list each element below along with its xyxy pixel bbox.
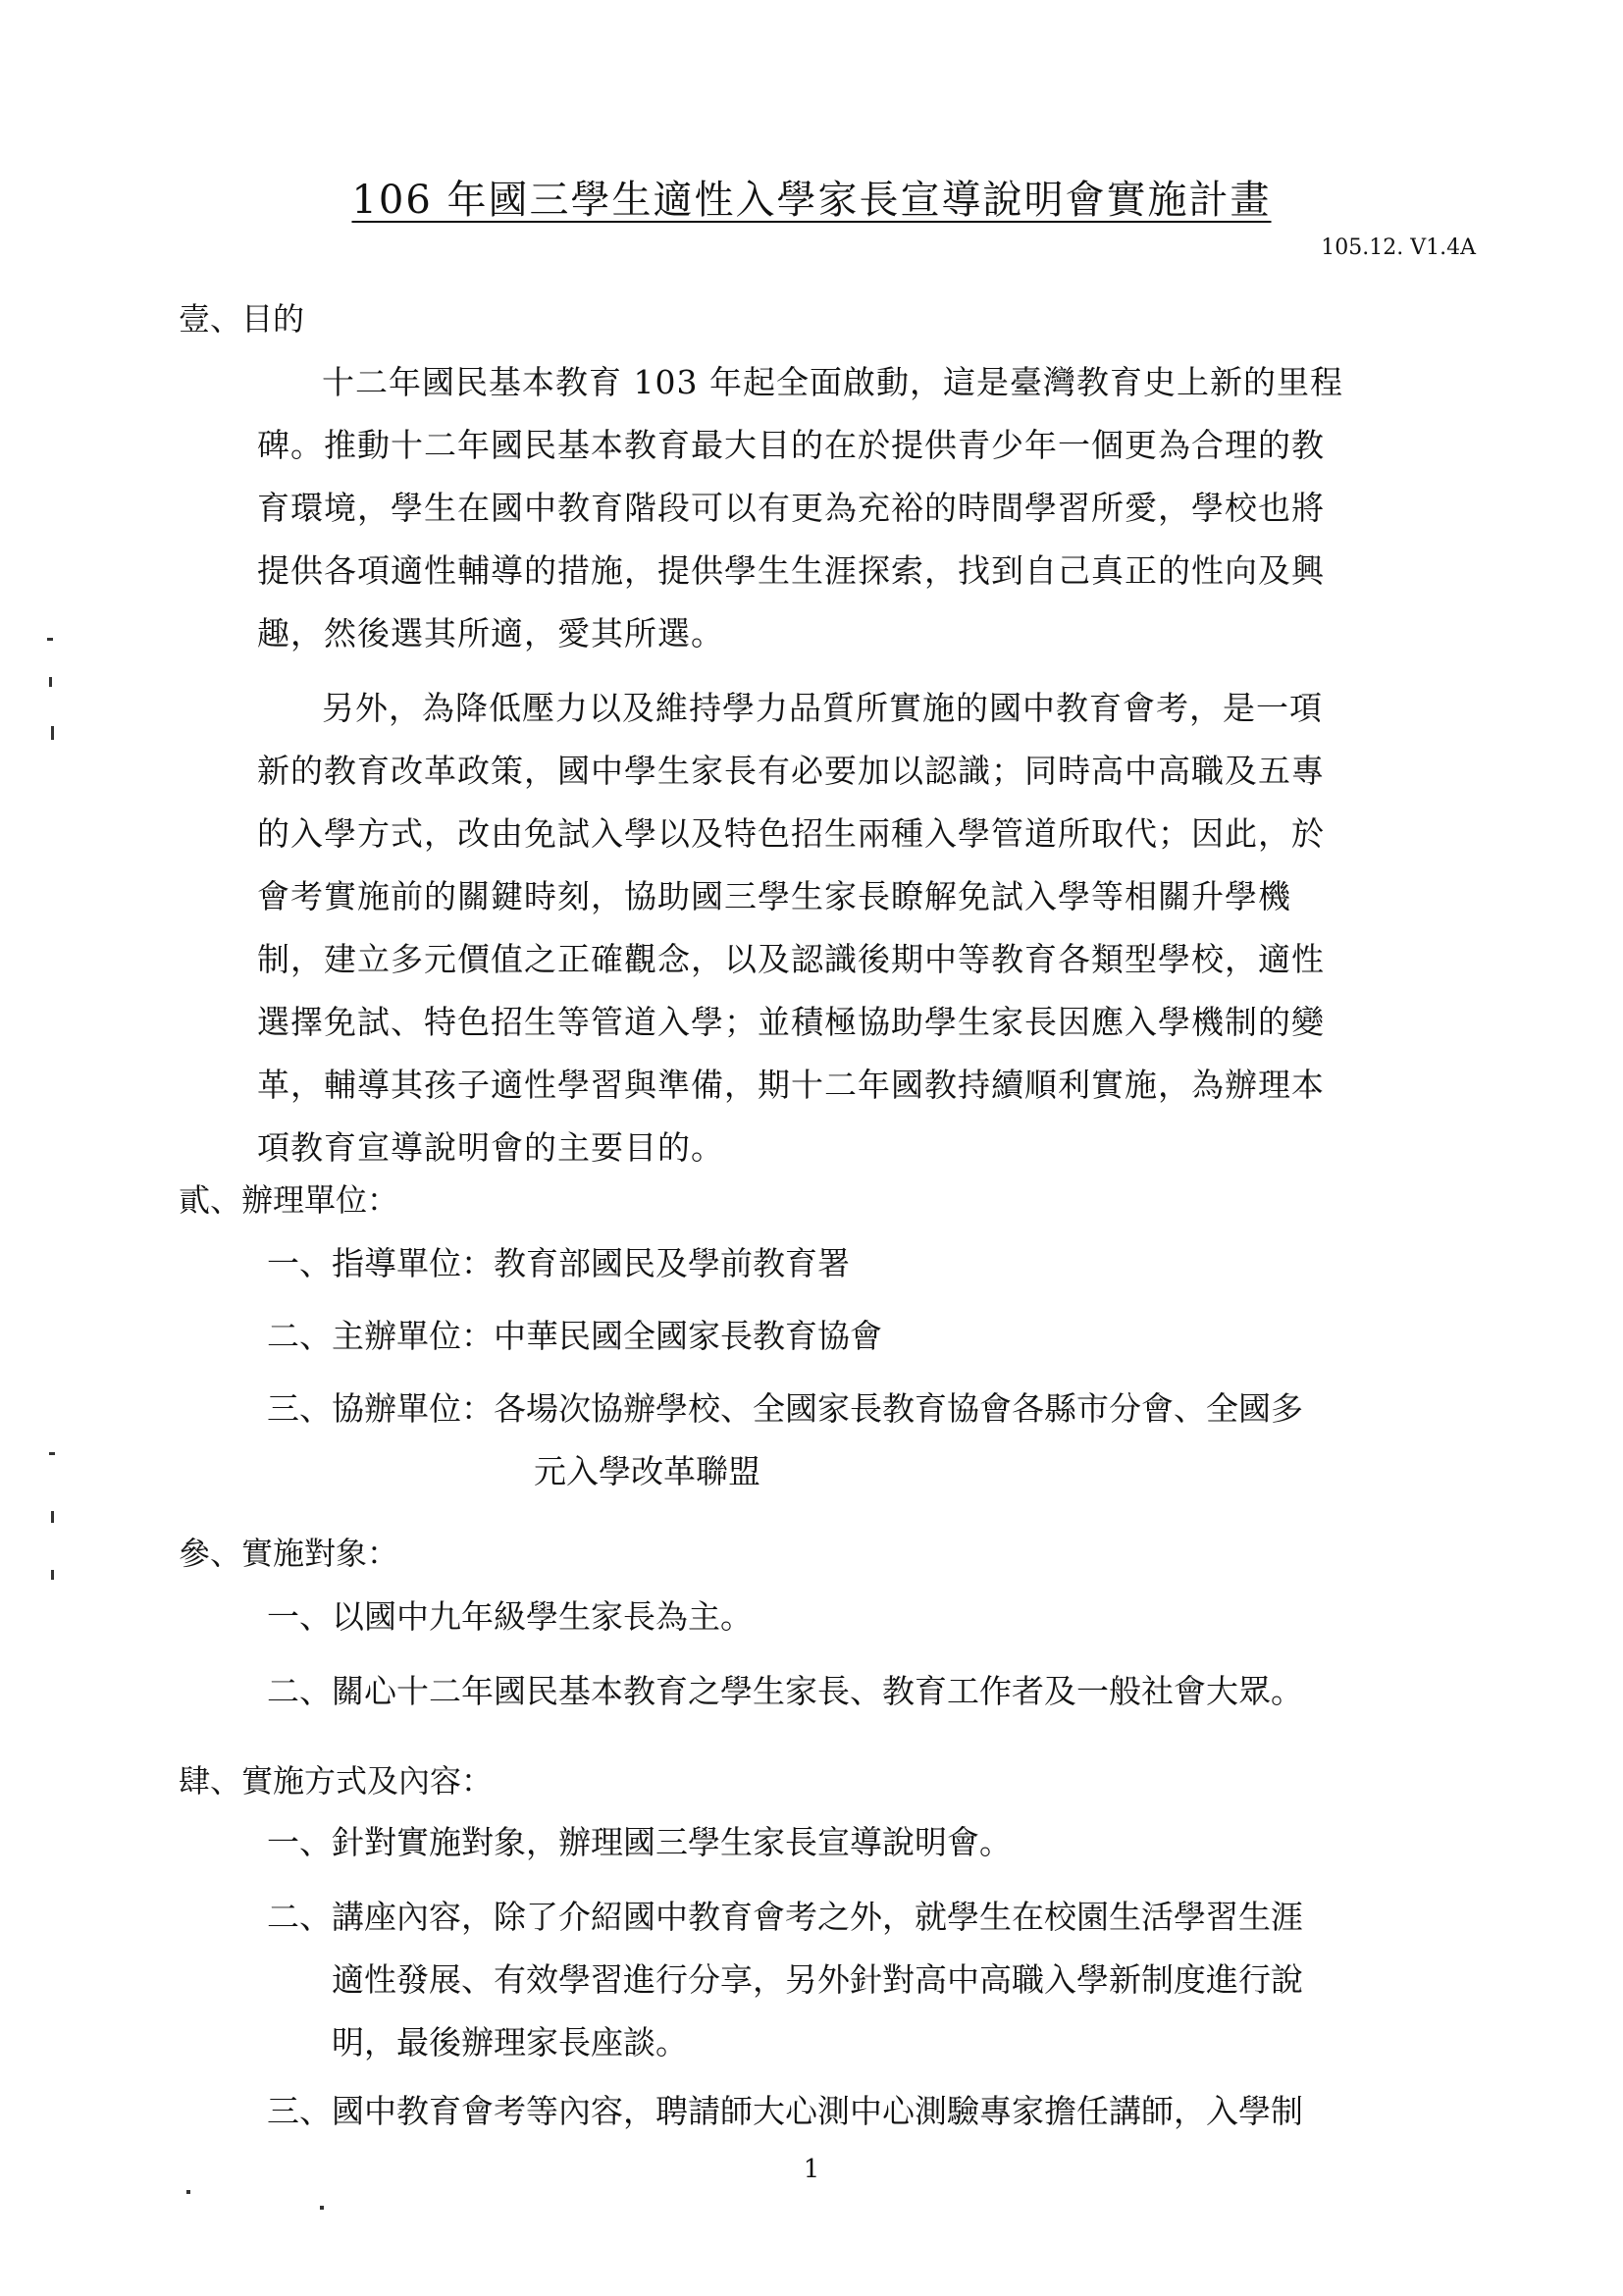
section-heading-purpose: 壹、目的 (179, 300, 305, 338)
scan-speck (51, 1570, 54, 1580)
list-item (267, 1811, 1012, 1874)
paragraph-line: 的入學方式，改由免試入學以及特色招生兩種入學管道所取代；因此，於 (257, 814, 1325, 853)
list-item-text: 二、主辦單位：中華民國全國家長教育協會 (267, 1317, 882, 1355)
paragraph-line: 碑。推動十二年國民基本教育最大目的在於提供青少年一個更為合理的教 (257, 426, 1325, 464)
paragraph-line: 會考實施前的關鍵時刻，協助國三學生家長瞭解免試入學等相關升學機 (257, 877, 1291, 915)
list-item-text: 二、關心十二年國民基本教育之學生家長、教育工作者及一般社會大眾。 (267, 1672, 1303, 1710)
list-item-text: 元入學改革聯盟 (534, 1452, 760, 1490)
paragraph-line: 十二年國民基本教育 103 年起全面啟動，這是臺灣教育史上新的里程 (322, 363, 1343, 401)
purpose-paragraph-2 (257, 677, 1493, 1179)
list-item-text: 一、以國中九年級學生家長為主。 (267, 1597, 753, 1636)
list-item (267, 1586, 753, 1648)
section-heading-methods: 肆、實施方式及內容： (179, 1762, 494, 1800)
list-item (267, 1378, 1303, 1503)
list-item (267, 1232, 850, 1295)
page-number: 1 (803, 2155, 820, 2184)
scan-speck (51, 1511, 54, 1523)
document-version: 105.12. V1.4A (1321, 235, 1476, 260)
list-item (267, 1305, 882, 1368)
paragraph-line: 選擇免試、特色招生等管道入學；並積極協助學生家長因應入學機制的變 (257, 1003, 1325, 1041)
purpose-paragraph-1 (257, 351, 1493, 665)
document-title: 106 年國三學生適性入學家長宣導說明會實施計畫 (351, 178, 1272, 223)
scan-speck (51, 726, 54, 740)
paragraph-line: 趣，然後選其所適，愛其所選。 (257, 614, 724, 652)
section-heading-organizers: 貳、辦理單位： (179, 1181, 399, 1219)
list-item-text: 二、講座內容，除了介紹國中教育會考之外，就學生在校園生活學習生涯 (267, 1898, 1303, 1936)
paragraph-line: 項教育宣導說明會的主要目的。 (257, 1128, 724, 1167)
list-item (267, 2080, 1303, 2143)
paragraph-line: 革，輔導其孩子適性學習與準備，期十二年國教持續順利實施，為辦理本 (257, 1066, 1325, 1104)
list-item-text: 一、指導單位：教育部國民及學前教育署 (267, 1244, 850, 1282)
scan-speck (320, 2206, 324, 2210)
scan-speck (186, 2190, 190, 2194)
list-item-text: 三、國中教育會考等內容，聘請師大心測中心測驗專家擔任講師，入學制 (267, 2092, 1303, 2130)
paragraph-line: 制，建立多元價值之正確觀念，以及認識後期中等教育各類型學校，適性 (257, 940, 1325, 978)
list-item-text: 三、協辦單位：各場次協辦學校、全國家長教育協會各縣市分會、全國多 (267, 1389, 1303, 1428)
paragraph-line: 育環境，學生在國中教育階段可以有更為充裕的時間學習所愛，學校也將 (257, 489, 1325, 527)
scan-speck (49, 1452, 55, 1455)
list-item (267, 1660, 1303, 1723)
scan-speck (47, 638, 53, 641)
scan-speck (49, 677, 52, 687)
list-item-text: 明，最後辦理家長座談。 (332, 2023, 688, 2061)
paragraph-line: 新的教育改革政策，國中學生家長有必要加以認識；同時高中高職及五專 (257, 752, 1325, 790)
section-heading-targets: 參、實施對象： (179, 1535, 399, 1572)
paragraph-line: 提供各項適性輔導的措施，提供學生生涯探索，找到自己真正的性向及興 (257, 551, 1325, 590)
paragraph-line: 另外，為降低壓力以及維持學力品質所實施的國中教育會考，是一項 (322, 689, 1323, 727)
list-item-text: 適性發展、有效學習進行分享，另外針對高中高職入學新制度進行說 (332, 1960, 1303, 1999)
list-item-text: 一、針對實施對象，辦理國三學生家長宣導說明會。 (267, 1823, 1012, 1861)
list-item (267, 1886, 1303, 2074)
